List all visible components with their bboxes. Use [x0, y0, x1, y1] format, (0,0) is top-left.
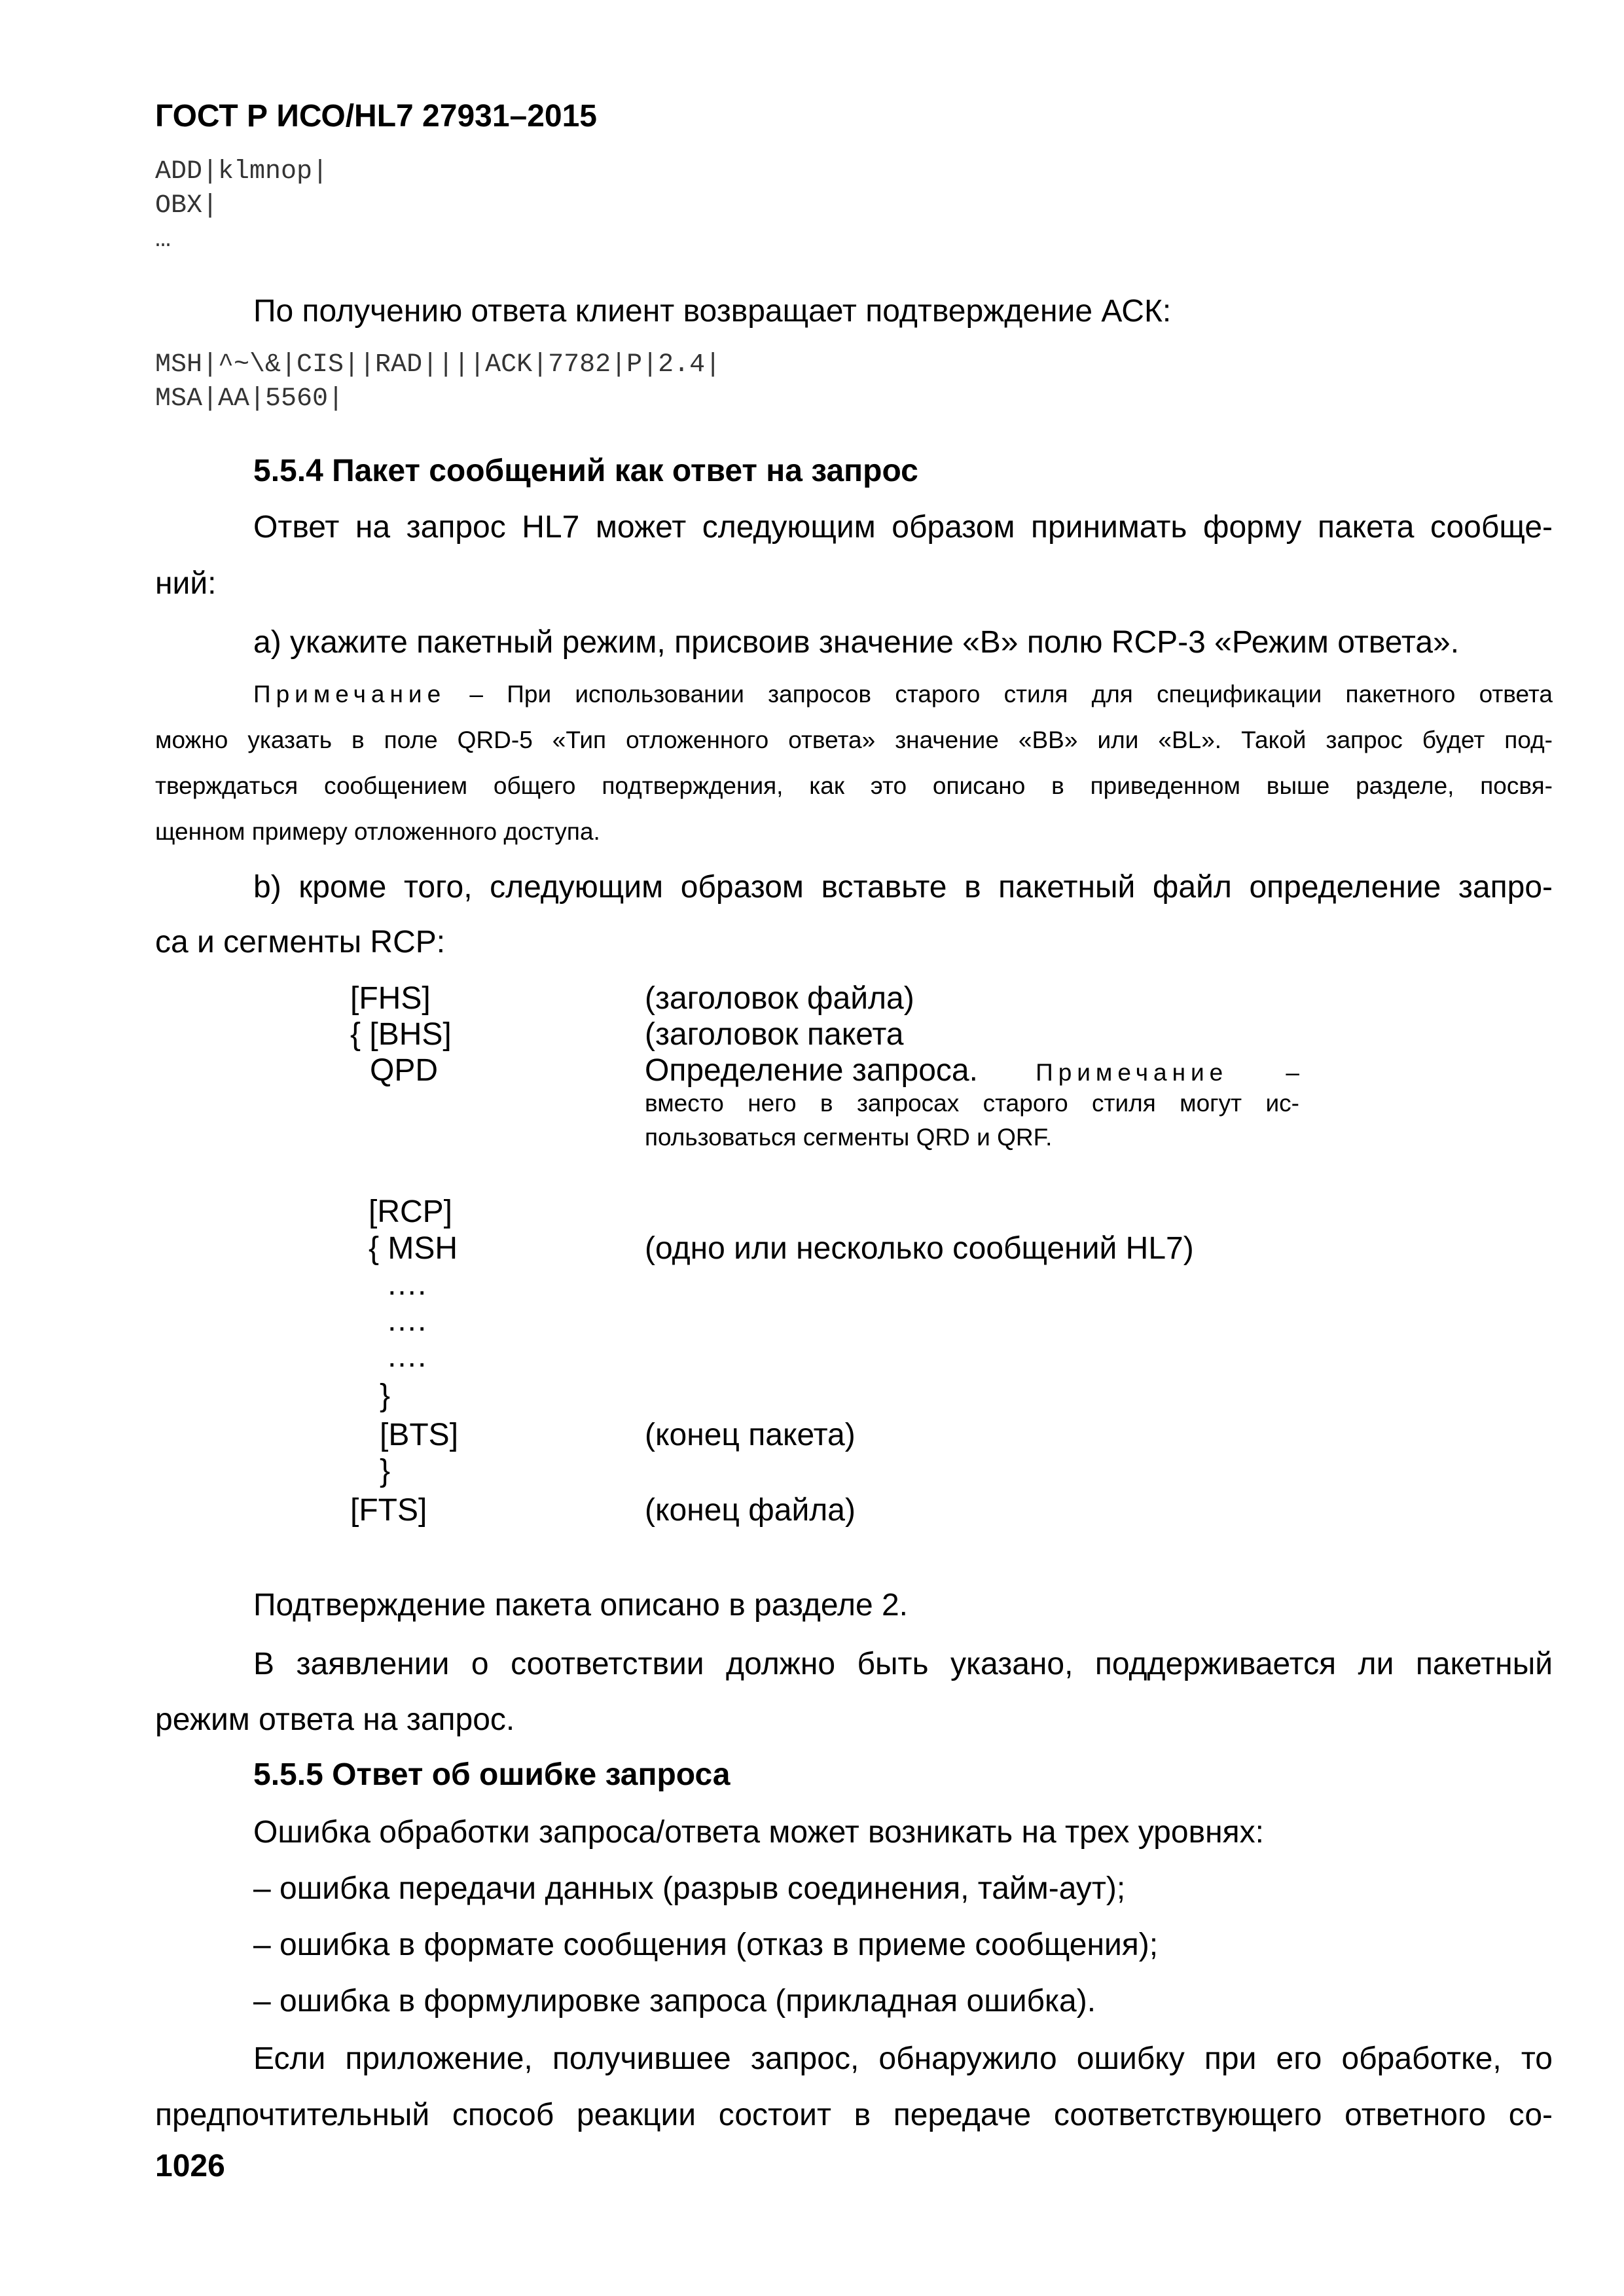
segment-description: (одно или несколько сообщений HL7)	[645, 1231, 1194, 1266]
segment-msh: { MSH	[369, 1231, 458, 1266]
ellipsis: ….	[386, 1339, 427, 1374]
paragraph-line: В заявлении о соответствии должно быть указано, поддерживается ли пакетный	[253, 1647, 1553, 1681]
paragraph-line: режим ответа на запрос.	[155, 1702, 515, 1737]
paragraph: По получению ответа клиент возвращает подтверждение АСК:	[253, 294, 1172, 329]
paragraph-line: Ответ на запрос HL7 может следующим образом принимать форму пакета сообще-	[253, 510, 1553, 545]
segment-description: (заголовок файла)	[645, 981, 914, 1016]
list-item-b: b) кроме того, следующим образом вставьте в пакетный файл определение запро-	[253, 870, 1553, 905]
list-item: – ошибка передачи данных (разрыв соединения, тайм-аут);	[253, 1871, 1126, 1906]
document-header: ГОСТ Р ИСО/HL7 27931–2015	[155, 99, 597, 134]
note-label: Примечание	[253, 681, 446, 708]
list-item: – ошибка в формулировке запроса (прикладная ошибка).	[253, 1984, 1096, 2018]
paragraph-line: ний:	[155, 566, 217, 601]
segment-fhs: [FHS]	[350, 981, 431, 1016]
code-line: OBX|	[155, 191, 219, 221]
segment-description: (конец файла)	[645, 1493, 856, 1528]
code-line: MSA|AA|5560|	[155, 384, 344, 414]
code-line: ADD|klmnop|	[155, 157, 329, 187]
code-line: MSH|^~\&|CIS||RAD||||ACK|7782|P|2.4|	[155, 350, 721, 380]
segment-description: (заголовок пакета	[645, 1017, 904, 1052]
list-item-a: а) укажите пакетный режим, присвоив значение «B» полю RCP-3 «Режим ответа».	[253, 625, 1460, 660]
list-item: – ошибка в формате сообщения (отказ в приеме сообщения);	[253, 1928, 1159, 1962]
paragraph: Подтверждение пакета описано в разделе 2.	[253, 1588, 909, 1623]
note-label: Примечание	[1036, 1059, 1229, 1086]
note-line: тверждаться сообщением общего подтверждения, как это описано в приведенном выше разделе, посвя-	[155, 772, 1553, 799]
section-heading: 5.5.5 Ответ об ошибке запроса	[253, 1757, 731, 1792]
ellipsis: ….	[386, 1303, 427, 1338]
note-line: Примечание – При использовании запросов старого стиля для спецификации пакетного ответа	[253, 681, 1553, 708]
segment-description: (конец пакета)	[645, 1418, 856, 1452]
segment-bts: [BTS]	[380, 1418, 459, 1452]
note-line: вместо него в запросах старого стиля могут ис-	[645, 1090, 1299, 1117]
paragraph: Ошибка обработки запроса/ответа может возникать на трех уровнях:	[253, 1815, 1264, 1850]
page-number: 1026	[155, 2149, 225, 2183]
section-heading: 5.5.4 Пакет сообщений как ответ на запрос	[253, 454, 918, 488]
qpd-description: Определение запроса. Примечание –	[645, 1053, 1299, 1088]
paragraph-line: предпочтительный способ реакции состоит в передаче соответствующего ответного со-	[155, 2098, 1553, 2132]
ellipsis: ….	[386, 1267, 427, 1302]
closing-brace: }	[380, 1454, 391, 1488]
paragraph-line: са и сегменты RCP:	[155, 925, 446, 960]
code-line: …	[155, 225, 171, 255]
closing-brace: }	[380, 1378, 391, 1413]
paragraph-line: Если приложение, получившее запрос, обнаружило ошибку при его обработке, то	[253, 2041, 1553, 2076]
note-line: пользоваться сегменты QRD и QRF.	[645, 1124, 1053, 1151]
segment-qpd: QPD	[370, 1053, 439, 1088]
note-line: щенном примеру отложенного доступа.	[155, 818, 600, 845]
segment-fts: [FTS]	[350, 1493, 427, 1528]
segment-rcp: [RCP]	[369, 1194, 453, 1229]
segment-bhs: { [BHS]	[350, 1017, 452, 1052]
note-line: можно указать в поле QRD-5 «Тип отложенного ответа» значение «BB» или «BL». Такой запрос будет под-	[155, 726, 1553, 753]
